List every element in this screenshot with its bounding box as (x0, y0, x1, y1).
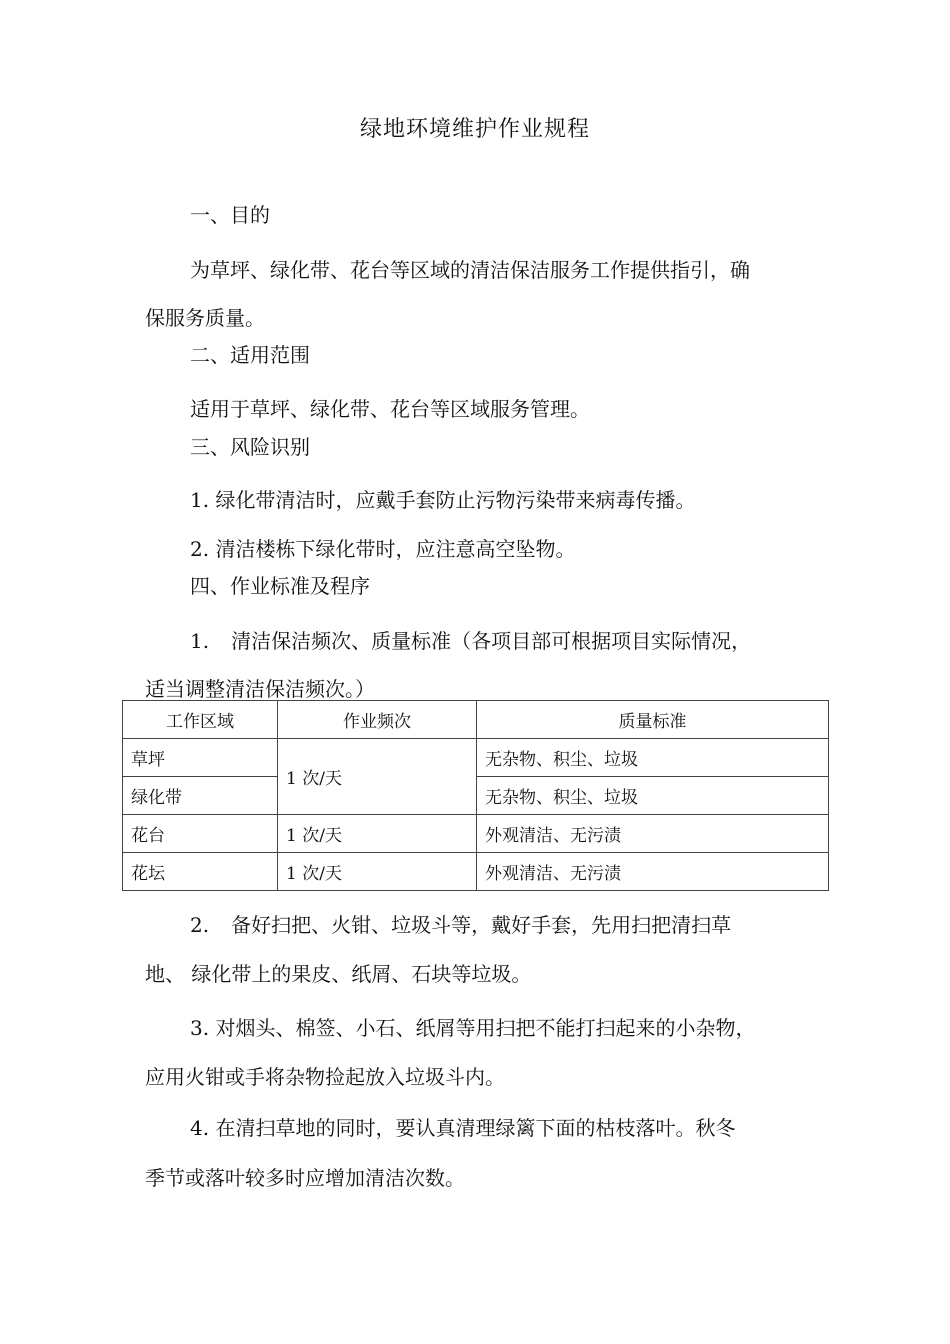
section-3-heading: 三、风险识别 (190, 435, 310, 459)
cell-frequency: 1 次/天 (278, 815, 477, 853)
cell-area: 花台 (123, 815, 278, 853)
section-4-item-1-line-2: 适当调整清洁保洁频次。） (145, 677, 375, 701)
cell-standard: 无杂物、积尘、垃圾 (477, 739, 829, 777)
cell-frequency: 1 次/天 (278, 739, 477, 815)
section-2-body: 适用于草坪、绿化带、花台等区域服务管理。 (190, 397, 590, 421)
item-text: 备好扫把、火钳、垃圾斗等，戴好手套，先用扫把清扫草 (231, 913, 732, 937)
cell-standard: 外观清洁、无污渍 (477, 853, 829, 891)
table-row (123, 815, 829, 853)
table-row (123, 739, 829, 777)
section-4-item-1-line-1 (190, 629, 751, 653)
section-4-item-2-line-2: 地、 绿化带上的果皮、纸屑、石块等垃圾。 (145, 962, 532, 986)
column-header-standard: 质量标准 (477, 701, 829, 739)
item-text: 清洁保洁频次、质量标准（各项目部可根据项目实际情况， (231, 629, 752, 653)
cell-area: 花坛 (123, 853, 278, 891)
section-4-heading: 四、作业标准及程序 (190, 574, 370, 598)
standards-table (122, 700, 829, 891)
cell-area: 草坪 (123, 739, 278, 777)
table-header-row (123, 701, 829, 739)
cell-area: 绿化带 (123, 777, 278, 815)
section-2-heading: 二、适用范围 (190, 343, 310, 367)
section-1-body-line-2: 保服务质量。 (145, 306, 265, 330)
section-4-item-4-line-2: 季节或落叶较多时应增加清洁次数。 (145, 1166, 465, 1190)
column-header-frequency: 作业频次 (278, 701, 477, 739)
section-4-item-3-line-1: 3. 对烟头、棉签、小石、纸屑等用扫把不能打扫起来的小杂物， (190, 1016, 756, 1040)
section-1-heading: 一、目的 (190, 203, 270, 227)
cell-standard: 无杂物、积尘、垃圾 (477, 777, 829, 815)
cell-frequency: 1 次/天 (278, 853, 477, 891)
section-3-item-1: 1. 绿化带清洁时，应戴手套防止污物污染带来病毒传播。 (190, 488, 696, 512)
column-header-area: 工作区域 (123, 701, 278, 739)
page-title: 绿地环境维护作业规程 (359, 117, 590, 142)
item-number: 2. (190, 913, 210, 937)
cell-standard: 外观清洁、无污渍 (477, 815, 829, 853)
section-1-body-line-1: 为草坪、绿化带、花台等区域的清洁保洁服务工作提供指引，确 (190, 258, 750, 282)
table-row (123, 853, 829, 891)
section-4-item-2-line-1 (190, 913, 731, 937)
item-number: 1. (190, 629, 210, 653)
section-4-item-4-line-1: 4. 在清扫草地的同时，要认真清理绿篱下面的枯枝落叶。秋冬 (190, 1116, 736, 1140)
section-3-item-2: 2. 清洁楼栋下绿化带时，应注意高空坠物。 (190, 537, 576, 561)
section-4-item-3-line-2: 应用火钳或手将杂物捡起放入垃圾斗内。 (145, 1065, 505, 1089)
